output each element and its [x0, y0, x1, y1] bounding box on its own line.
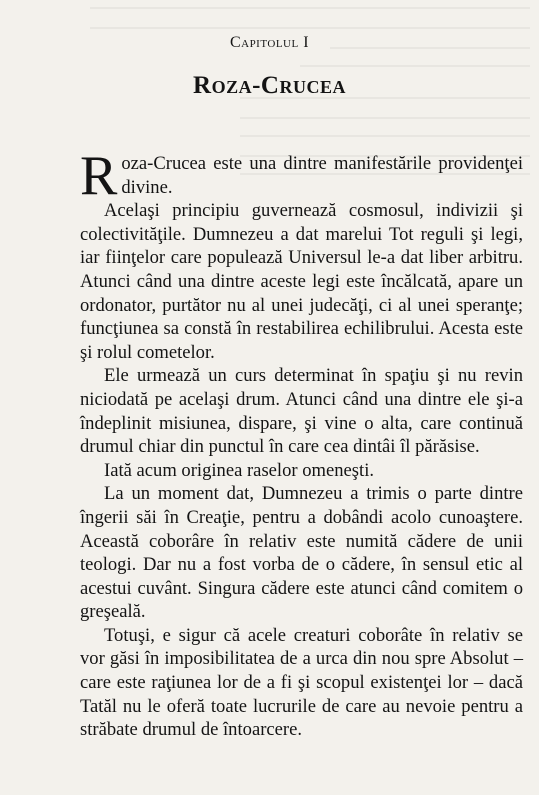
paragraph-1-text: oza-Crucea este una dintre manifestările providenţei divine. — [121, 153, 523, 198]
chapter-title: Roza-Crucea — [193, 72, 346, 99]
paragraph-3: Ele urmează un curs determinat în spaţiu şi nu revin niciodată pe acelaşi drum. Atunci când una dintre ele şi-a îndeplinit misiunea, dispare, şi vine o alta, care continuă drumul chiar din punctul în care cea dintâi îl părăsise. — [80, 365, 523, 458]
chapter-label: Capitolul I — [229, 34, 310, 51]
paragraph-6: Totuşi, e sigur că acele creaturi coborâte în relativ se vor găsi în imposibilitatea de a urca din nou spre Absolut – care este raţiunea lor de a fi şi scopul existenţei lor – dacă Tatăl nu le oferă toate lucrurile de care au nevoie pentru a străbate drumul de întoarcere. — [80, 624, 523, 741]
chapter-body — [80, 145, 523, 742]
paragraph-1 — [80, 145, 523, 207]
paragraph-4: Iată acum originea raselor omeneşti. — [104, 459, 375, 481]
paragraph-2: Acelaşi principiu guvernează cosmosul, indivizii şi colectivităţile. Dumnezeu a dat marelui Tot reguli şi legi, iar fiinţelor care populează Universul le-a dat liber arbitru. Atunci când una dintre aceste legi este încălcată, apare un ordonator, purtător nu al unei judecăţi, ci al unei speranţe; funcţiunea sa constă în restabilirea echilibrului. Acesta este şi rolul cometelor. — [80, 200, 523, 363]
paragraph-5: La un moment dat, Dumnezeu a trimis o parte dintre îngerii săi în Creaţie, pentru a dobândi acolo cunoaştere. Această coborâre în relativ este numită cădere de unii teologi. Dar nu a fost vorba de o cădere, în sensul etic al acestui cuvânt. Singura cădere este atunci când comitem o greşeală. — [80, 483, 523, 623]
drop-cap: R — [80, 145, 118, 207]
